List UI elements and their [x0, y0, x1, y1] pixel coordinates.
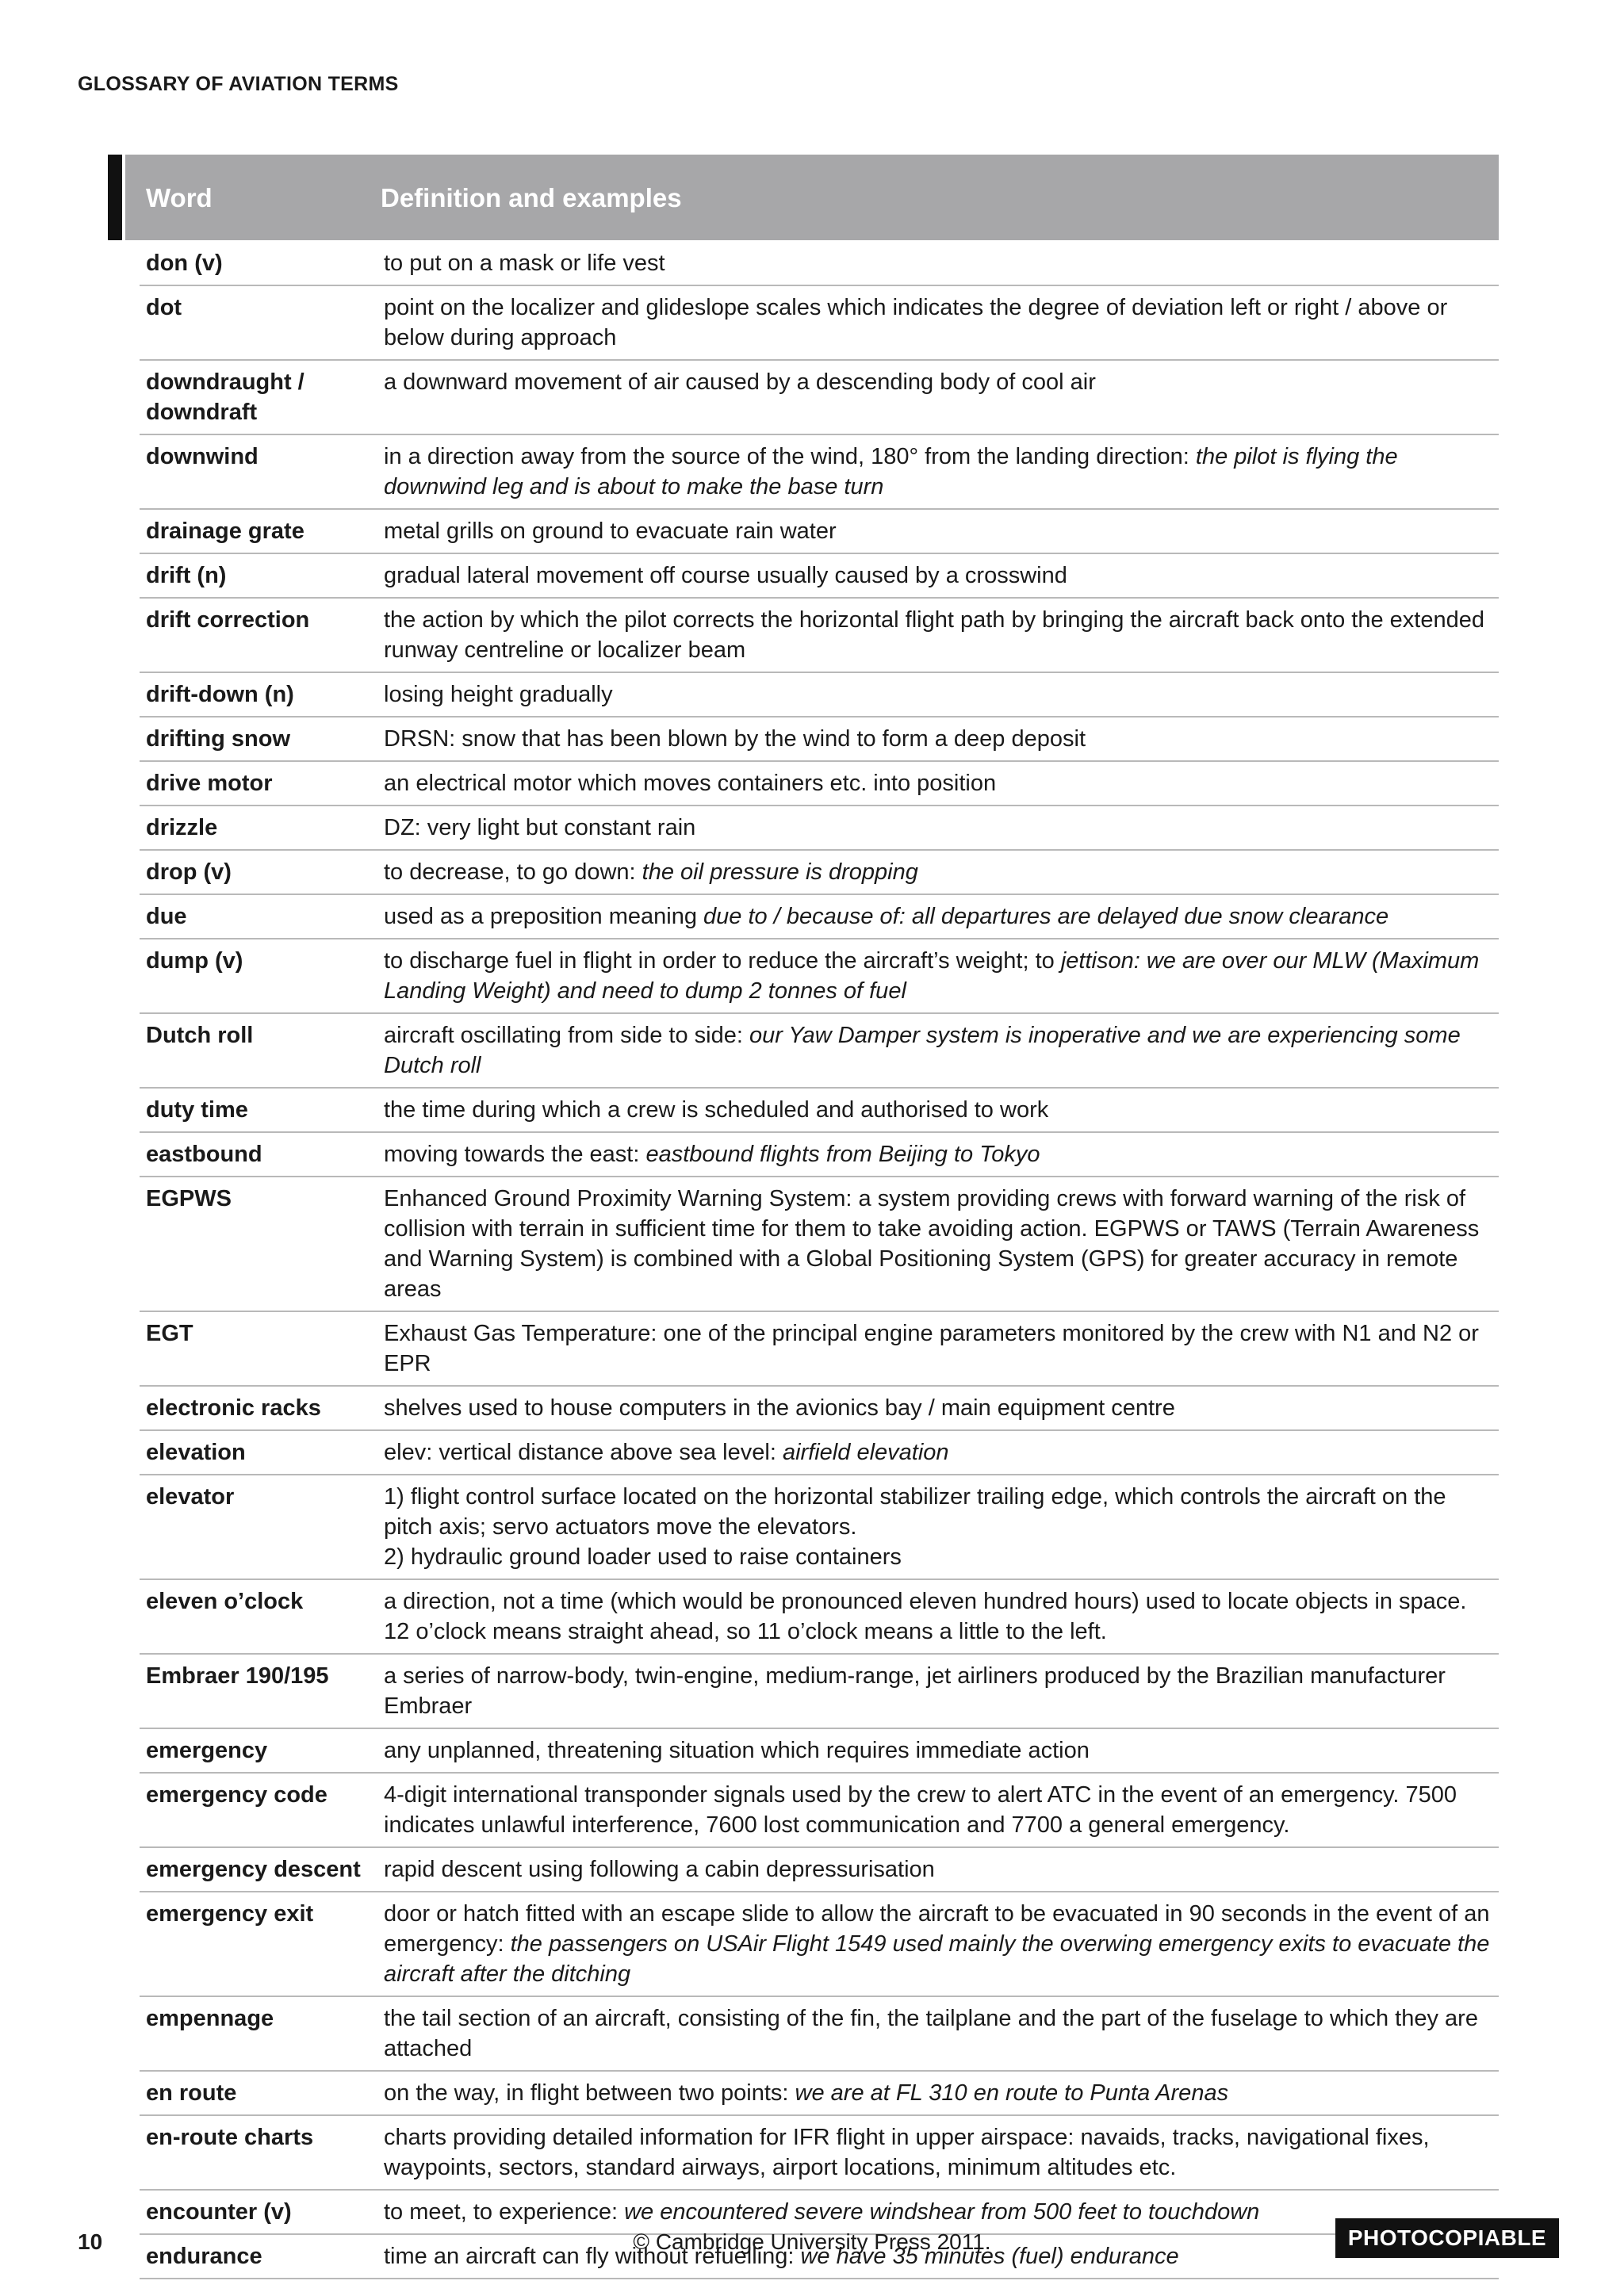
- definition: [384, 1393, 1499, 1423]
- definition: [384, 813, 1499, 843]
- term: drift correction: [146, 607, 310, 633]
- header-accent-bar: [108, 155, 122, 240]
- definition: [384, 1482, 1499, 1572]
- definition: [384, 605, 1499, 665]
- term: endurance: [146, 2244, 262, 2269]
- definition-text: to decrease, to go down:: [384, 859, 642, 885]
- term: en-route charts: [146, 2125, 314, 2150]
- term: emergency descent: [146, 1857, 361, 1882]
- table-row: [140, 435, 1499, 510]
- table-row: [140, 2191, 1499, 2235]
- term: electronic racks: [146, 1395, 321, 1421]
- definition-text: on the way, in flight between two points:: [384, 2080, 795, 2106]
- table-row: [140, 1848, 1499, 1892]
- definition: [384, 857, 1499, 887]
- term: drift (n): [146, 563, 227, 588]
- example-text: the passengers on USAir Flight 1549 used mainly the overwing emergency exits to evacuate the aircraft after the ditching: [384, 1931, 1490, 1987]
- table-row: [140, 1387, 1499, 1431]
- definition-text: gradual lateral movement off course usually caused by a crosswind: [384, 563, 1067, 588]
- table-row: [140, 2072, 1499, 2116]
- definition-text: the action by which the pilot corrects the horizontal flight path by bringing the aircraft back onto the extended runway centreline or localizer beam: [384, 607, 1484, 663]
- definition-text: DRSN: snow that has been blown by the wind to form a deep deposit: [384, 726, 1086, 752]
- table-row: [140, 1655, 1499, 1729]
- definition-text: 1) flight control surface located on the horizontal stabilizer trailing edge, which controls the aircraft on the pitch axis; servo actuators move the elevators. 2) hydraulic ground loader used to raise containers: [384, 1484, 1446, 1570]
- definition: [384, 293, 1499, 353]
- definition-text: rapid descent using following a cabin depressurisation: [384, 1857, 935, 1882]
- table-row: [140, 1475, 1499, 1580]
- term: don (v): [146, 251, 223, 276]
- definition-text: shelves used to house computers in the avionics bay / main equipment centre: [384, 1395, 1175, 1421]
- definition: [384, 442, 1499, 502]
- definition-text: Enhanced Ground Proximity Warning System: a system providing crews with forward warning of the risk of collision with terrain in sufficient time for them to take avoiding action. EGPWS or TAWS (Terrain Awareness and Warning System) is combined with a Global Positioning System (GPS) for greater accuracy in remote areas: [384, 1186, 1480, 1302]
- definition-text: a series of narrow-body, twin-engine, medium-range, jet airliners produced by the Brazilian manufacturer Embraer: [384, 1663, 1446, 1719]
- term: drifting snow: [146, 726, 291, 752]
- example-text: we are at FL 310 en route to Punta Arenas: [795, 2080, 1229, 2106]
- table-row: [140, 554, 1499, 599]
- copyright-notice: © Cambridge University Press 2011.: [633, 2229, 991, 2254]
- definition: [384, 1437, 1499, 1468]
- term: drizzle: [146, 815, 218, 840]
- definition: [384, 1735, 1499, 1766]
- term: Dutch roll: [146, 1023, 254, 1048]
- table-header: [125, 155, 1499, 240]
- term: dot: [146, 295, 182, 320]
- definition: [384, 724, 1499, 754]
- example-text: the pilot is flying the downwind leg and is about to make the base turn: [384, 444, 1398, 499]
- definition: [384, 1139, 1499, 1169]
- definition: [384, 1854, 1499, 1885]
- definition: [384, 561, 1499, 591]
- table-row: [140, 673, 1499, 718]
- definition-text: a downward movement of air caused by a descending body of cool air: [384, 369, 1096, 395]
- definition-text: aircraft oscillating from side to side:: [384, 1023, 749, 1048]
- term: emergency: [146, 1738, 268, 1763]
- definition: [384, 946, 1499, 1006]
- term: eastbound: [146, 1142, 262, 1167]
- definition-text: Exhaust Gas Temperature: one of the principal engine parameters monitored by the crew with N1 and N2 or EPR: [384, 1321, 1479, 1376]
- table-row: [140, 939, 1499, 1014]
- term: eleven o’clock: [146, 1589, 304, 1614]
- term: en route: [146, 2080, 237, 2106]
- table-row: [140, 1177, 1499, 1312]
- definition: [384, 1586, 1499, 1647]
- definition: [384, 2078, 1499, 2108]
- definition: [384, 2122, 1499, 2183]
- definition-text: metal grills on ground to evacuate rain water: [384, 519, 837, 544]
- table-row: [140, 1133, 1499, 1177]
- table-row: [140, 2116, 1499, 2191]
- definition: [384, 679, 1499, 710]
- definition-text: a direction, not a time (which would be pronounced eleven hundred hours) used to locate objects in space. 12 o’clock means straight ahead, so 11 o’clock means a little to the left.: [384, 1589, 1467, 1644]
- definition-text: time an aircraft can fly without refuelling:: [384, 2244, 801, 2269]
- term: EGPWS: [146, 1186, 232, 1211]
- definition-text: used as a preposition meaning: [384, 904, 704, 929]
- definition-text: point on the localizer and glideslope scales which indicates the degree of deviation left or right / above or below during approach: [384, 295, 1448, 350]
- table-row: [140, 762, 1499, 806]
- definition-text: to meet, to experience:: [384, 2199, 625, 2225]
- term: EGT: [146, 1321, 193, 1346]
- table-row: [140, 286, 1499, 361]
- term: downdraught / downdraft: [146, 369, 304, 425]
- definition-text: door or hatch fitted with an escape slide to allow the aircraft to be evacuated in 90 seconds in the event of an emergency:: [384, 1901, 1490, 1957]
- column-header-definition: Definition and examples: [381, 183, 682, 212]
- table-row: [140, 510, 1499, 554]
- definition-text: losing height gradually: [384, 682, 613, 707]
- term: drop (v): [146, 859, 232, 885]
- definition-text: the tail section of an aircraft, consisting of the fin, the tailplane and the part of the fuselage to which they are attached: [384, 2006, 1478, 2061]
- definition-text: moving towards the east:: [384, 1142, 646, 1167]
- term: downwind: [146, 444, 259, 469]
- term: empennage: [146, 2006, 274, 2031]
- definition: [384, 1020, 1499, 1081]
- table-row: [140, 1431, 1499, 1475]
- definition-text: elev: vertical distance above sea level:: [384, 1440, 783, 1465]
- table-row: [140, 1774, 1499, 1848]
- definition: [384, 768, 1499, 798]
- definition: [384, 516, 1499, 546]
- table-row: [140, 851, 1499, 895]
- table-row: [140, 1089, 1499, 1133]
- running-head: GLOSSARY OF AVIATION TERMS: [78, 73, 399, 95]
- table-row: [140, 806, 1499, 851]
- definition-text: DZ: very light but constant rain: [384, 815, 696, 840]
- term: emergency exit: [146, 1901, 314, 1927]
- term: elevation: [146, 1440, 246, 1465]
- page-number: 10: [78, 2229, 103, 2254]
- example-text: due to / because of: all departures are delayed due snow clearance: [703, 904, 1389, 929]
- photocopiable-badge: PHOTOCOPIABLE: [1335, 2218, 1559, 2258]
- term: drainage grate: [146, 519, 304, 544]
- definition: [384, 1780, 1499, 1840]
- term: Embraer 190/195: [146, 1663, 329, 1689]
- term: encounter (v): [146, 2199, 292, 2225]
- table-row: [140, 1729, 1499, 1774]
- column-header-word: Word: [146, 183, 213, 212]
- table-row: [140, 599, 1499, 673]
- definition-text: the time during which a crew is scheduled and authorised to work: [384, 1097, 1049, 1123]
- example-text: the oil pressure is dropping: [642, 859, 918, 885]
- definition: [384, 2003, 1499, 2064]
- table-row: [140, 1312, 1499, 1387]
- glossary-table: [140, 242, 1499, 2279]
- definition-text: to put on a mask or life vest: [384, 251, 665, 276]
- term: duty time: [146, 1097, 248, 1123]
- term: emergency code: [146, 1782, 327, 1808]
- table-row: [140, 718, 1499, 762]
- table-row: [140, 895, 1499, 939]
- definition-text: any unplanned, threatening situation which requires immediate action: [384, 1738, 1090, 1763]
- example-text: we have 35 minutes (fuel) endurance: [800, 2244, 1179, 2269]
- definition-text: an electrical motor which moves containers etc. into position: [384, 771, 997, 796]
- definition: [384, 367, 1499, 427]
- table-row: [140, 361, 1499, 435]
- definition: [384, 2197, 1499, 2227]
- term: elevator: [146, 1484, 235, 1510]
- definition: [384, 901, 1499, 932]
- term: due: [146, 904, 187, 929]
- table-row: [140, 242, 1499, 286]
- definition: [384, 248, 1499, 278]
- term: drift-down (n): [146, 682, 294, 707]
- definition-text: in a direction away from the source of the wind, 180° from the landing direction:: [384, 444, 1196, 469]
- example-text: eastbound flights from Beijing to Tokyo: [645, 1142, 1040, 1167]
- table-row: [140, 1580, 1499, 1655]
- example-text: jettison: we are over our MLW (Maximum Landing Weight) and need to dump 2 tonnes of fuel: [384, 948, 1480, 1004]
- example-text: we encountered severe windshear from 500 feet to touchdown: [624, 2199, 1260, 2225]
- definition: [384, 1184, 1499, 1304]
- table-row: [140, 1014, 1499, 1089]
- definition-text: 4-digit international transponder signals used by the crew to alert ATC in the event of an emergency. 7500 indicates unlawful interference, 7600 lost communication and 7700 a general emergency.: [384, 1782, 1457, 1838]
- definition: [384, 1095, 1499, 1125]
- definition-text: to discharge fuel in flight in order to reduce the aircraft’s weight; to: [384, 948, 1061, 974]
- term: drive motor: [146, 771, 273, 796]
- definition: [384, 1899, 1499, 1989]
- definition: [384, 1318, 1499, 1379]
- example-text: our Yaw Damper system is inoperative and we are experiencing some Dutch roll: [384, 1023, 1461, 1078]
- example-text: airfield elevation: [782, 1440, 949, 1465]
- table-row: [140, 1892, 1499, 1997]
- definition-text: charts providing detailed information for IFR flight in upper airspace: navaids, tracks, navigational fixes, waypoints, sectors, standard airways, airport locations, minimum altitudes etc.: [384, 2125, 1430, 2180]
- definition: [384, 1661, 1499, 1721]
- table-row: [140, 1997, 1499, 2072]
- term: dump (v): [146, 948, 243, 974]
